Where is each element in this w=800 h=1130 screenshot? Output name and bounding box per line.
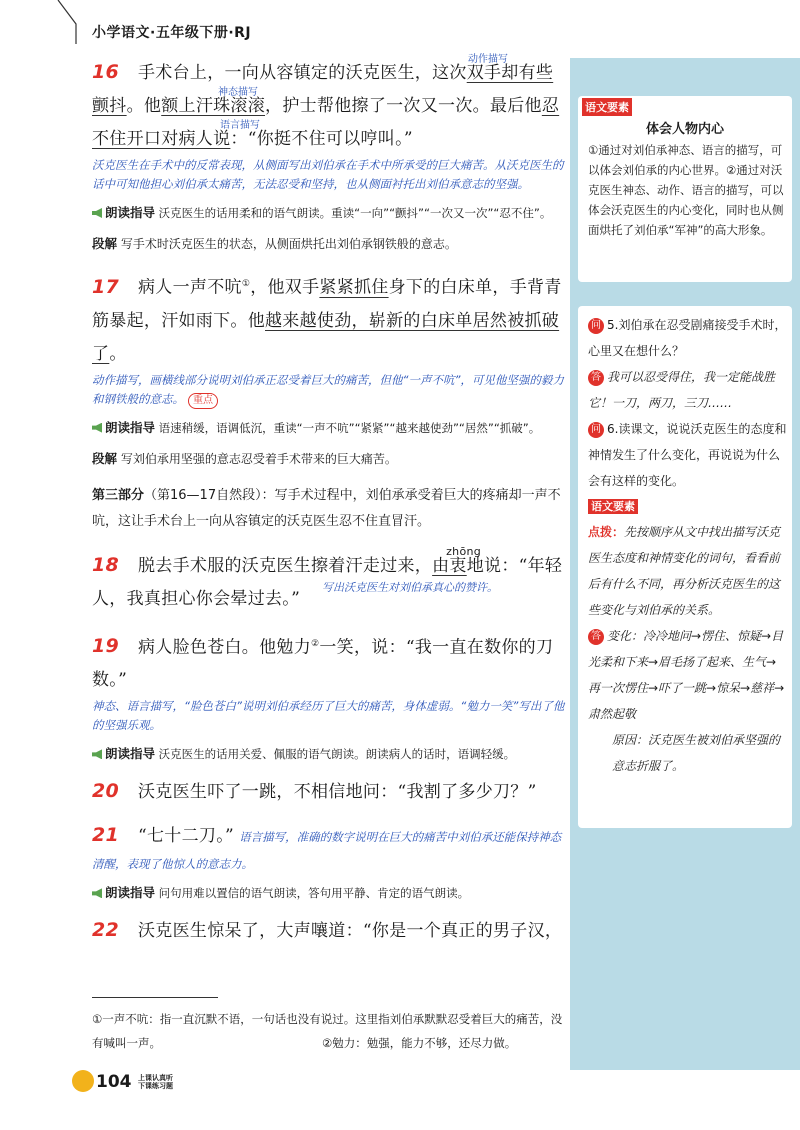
footnote-1: ①一声不吭：指一直沉默不语，一句话也没有说过。这里指刘伯承默默忍受着巨大的痛苦，没有喊叫一声。 — [92, 1012, 563, 1050]
key-point-badge: 重点 — [188, 393, 218, 409]
speaker-icon — [92, 208, 102, 218]
paragraph-number: 19 — [92, 635, 120, 658]
tip: 点拨：先按顺序从文中找出描写沃克医生态度和神情变化的词句，看看前后有什么不同，再分析沃克医生的这些变化与刘伯承的关系。 — [588, 525, 781, 617]
paragraph-18-text: 18 脱去手术服的沃克医生擦着汗走过来， zhōng 由衷地说：“年轻人，我真担心你会晕过去。” — [92, 549, 566, 616]
speaker-icon — [92, 888, 102, 898]
section-summary-16: 段解 写手术时沃克医生的状态，从侧面烘托出刘伯承钢铁般的意志。 — [92, 236, 457, 251]
annotation-language: 语言描写 — [220, 120, 260, 131]
paragraph-number: 21 — [92, 824, 120, 847]
question-icon: 问 — [588, 318, 604, 334]
footnote-divider — [92, 997, 218, 998]
paragraph-19 — [92, 628, 566, 766]
page-slogan: 上课认真听 下课练习题 — [138, 1074, 173, 1090]
page-number: 104 — [96, 1072, 132, 1092]
paragraph-16 — [92, 56, 566, 254]
reading-guide-19: 朗读指导 沃克医生的话用关爱、佩服的语气朗读。朗读病人的话时，语调轻缓。 — [92, 743, 566, 765]
annotation-manner: 神态描写 — [218, 87, 258, 98]
page-corner-decoration — [0, 0, 84, 44]
paragraph-17-note: 动作描写，画横线部分说明刘伯承正忍受着巨大的痛苦，但他“一声不吭”，可见他坚强的毅力和钢铁般的意志。 重点 — [92, 371, 566, 409]
speaker-icon — [92, 423, 102, 433]
reading-guide-21: 朗读指导 问句用难以置信的语气朗读，答句用平静、肯定的语气朗读。 — [92, 882, 566, 904]
footnote-2: ②勉力：勉强，能力不够，还尽力做。 — [322, 1036, 517, 1050]
annotation-action: 动作描写 — [468, 54, 508, 65]
paragraph-number: 22 — [92, 919, 120, 942]
paragraph-number: 17 — [92, 275, 120, 298]
footnotes — [92, 1007, 566, 1055]
paragraph-18 — [92, 544, 566, 616]
pinyin: zhōng — [446, 544, 482, 558]
sidebar-card-elements — [578, 96, 792, 282]
paragraph-19-note: 神态、语言描写，“脸色苍白”说明刘伯承经历了巨大的痛苦，身体虚弱。“勉力一笑”写出了他的坚强乐观。 — [92, 699, 565, 733]
sidebar-card-qa — [578, 306, 792, 828]
paragraph-16-text: 16 手术台上，一向从容镇定的沃克医生，这次双手却有些颤抖。他额上汗珠滚滚，护士帮他擦了一次又一次。最后他忍不住开口对病人说：“你挺不住可以哼叫。” — [92, 56, 566, 156]
answer-icon: 答 — [588, 629, 604, 645]
reading-guide-16: 朗读指导 沃克医生的话用柔和的语气朗读。重读“一向”“颤抖”“一次又一次”“忍不住”。 — [92, 202, 566, 224]
answer-6-reason: 原因：沃克医生被刘伯承坚强的意志折服了。 — [612, 733, 781, 773]
paragraph-17-text: 17 病人一声不吭①，他双手紧紧抓住身下的白床单，手背青筋暴起，汗如雨下。他越来越使劲，崭新的白床单居然被抓破了。 — [92, 268, 566, 371]
answer-5: 答 我可以忍受得住，我一定能战胜它！一刀，两刀，三刀…… — [588, 370, 776, 410]
question-icon: 问 — [588, 422, 604, 438]
mascot-logo-icon — [72, 1070, 94, 1092]
paragraph-16-note: 沃克医生在手术中的反常表现，从侧面写出刘伯承在手术中所承受的巨大痛苦。从沃克医生的话中可知他担心刘伯承太痛苦，无法忍受和坚持，也从侧面衬托出刘伯承意志的坚强。 — [92, 158, 564, 191]
paragraph-number: 20 — [92, 780, 120, 803]
tag-language-elements: 语文要素 — [582, 98, 632, 116]
card-title: 体会人物内心 — [645, 122, 724, 137]
paragraph-22: 22 沃克医生惊呆了，大声嚷道：“你是一个真正的男子汉， — [92, 914, 566, 948]
question-5: 问 5.刘伯承在忍受剧痛接受手术时，心里又在想什么？ — [588, 318, 787, 358]
book-header: 小学语文·五年级下册·RJ — [92, 25, 252, 41]
part-three-summary: 第三部分（第16—17自然段）：写手术过程中，刘伯承承受着巨大的疼痛却一声不吭，这让手术台上一向从容镇定的沃克医生忍不住直冒汗。 — [92, 487, 561, 529]
paragraph-18-note: 写出沃克医生对刘伯承真心的赞许。 — [322, 580, 498, 594]
paragraph-21: 21 “七十二刀。” 语言描写，准确的数字说明在巨大的痛苦中刘伯承还能保持神态清醒，表现了他惊人的意志力。 朗读指导 问句用难以置信的语气朗读，答句用平静、肯定的语气朗读。 — [92, 819, 566, 904]
answer-icon: 答 — [588, 370, 604, 386]
paragraph-number: 18 — [92, 553, 120, 576]
speaker-icon — [92, 749, 102, 759]
question-6: 问 6.读课文，说说沃克医生的态度和神情发生了什么变化，再说说为什么会有这样的变化。 — [588, 422, 787, 488]
card-body: ①通过对刘伯承神态、语言的描写，可以体会刘伯承的内心世界。②通过对沃克医生神态、动作、语言的描写，可以体会沃克医生的内心变化，同时也从侧面烘托了刘伯承“军神”的高大形象。 — [588, 143, 784, 237]
main-column — [92, 56, 566, 958]
section-summary-17: 段解 写刘伯承用坚强的意志忍受着手术带来的巨大痛苦。 — [92, 450, 397, 466]
paragraph-17 — [92, 268, 566, 469]
answer-6: 答 变化：冷冷地问→愣住、惊疑→目光柔和下来→眉毛扬了起来、生气→再一次愣住→吓了一跳→惊呆→慈祥→肃然起敬 — [588, 629, 785, 721]
paragraph-20: 20 沃克医生吓了一跳，不相信地问：“我割了多少刀？” — [92, 775, 566, 809]
tag-language-elements-2: 语文要素 — [588, 499, 638, 514]
paragraph-number: 16 — [92, 61, 120, 83]
paragraph-21-note: 语言描写，准确的数字说明在巨大的痛苦中刘伯承还能保持神态清醒，表现了他惊人的意志力。 — [92, 830, 562, 872]
paragraph-19-text: 19 病人脸色苍白。他勉力②一笑，说：“我一直在数你的刀数。” — [92, 628, 566, 698]
reading-guide-17: 朗读指导 语速稍缓，语调低沉，重读“一声不吭”“紧紧”“越来越使劲”“居然”“抓破”。 — [92, 417, 566, 439]
